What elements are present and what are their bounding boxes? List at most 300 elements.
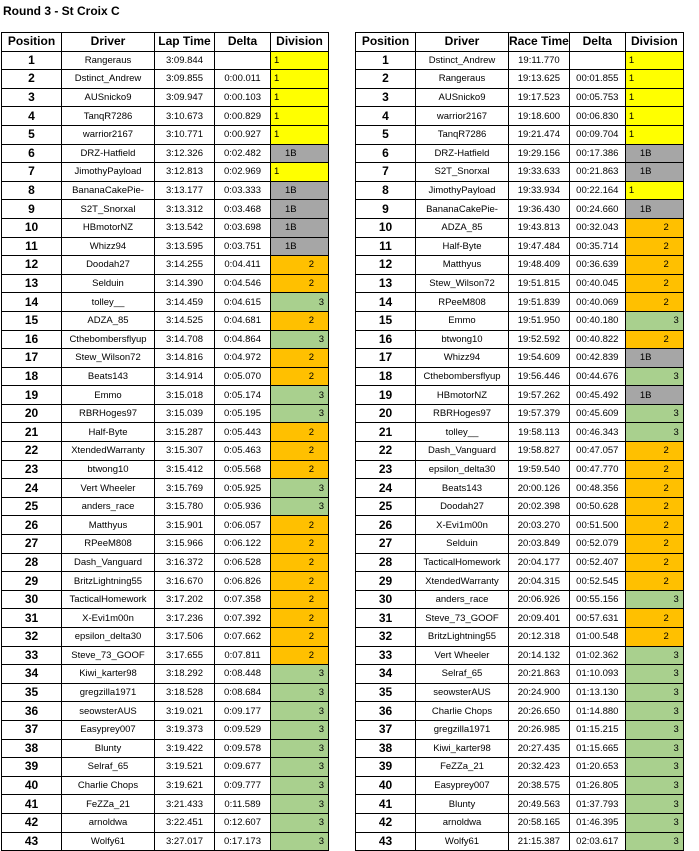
driver-cell: RBRHoges97 [62, 404, 155, 423]
driver-cell: Whizz94 [416, 349, 509, 368]
time-cell: 20:03.849 [509, 535, 570, 554]
driver-cell: Blunty [62, 739, 155, 758]
table-row [356, 70, 684, 89]
driver-cell: JimothyPayload [416, 181, 509, 200]
driver-cell: Emmo [62, 386, 155, 405]
table-row [356, 200, 684, 219]
division-cell: 2 [625, 256, 683, 275]
delta-cell: 0:04.864 [215, 330, 271, 349]
division-cell: 1B [271, 181, 329, 200]
time-cell: 3:09.855 [155, 70, 215, 89]
table-row [2, 516, 329, 535]
division-cell: 1 [625, 107, 683, 126]
position-cell: 10 [2, 218, 62, 237]
delta-cell: 0:03.698 [215, 218, 271, 237]
division-cell: 2 [625, 330, 683, 349]
time-cell: 19:57.379 [509, 404, 570, 423]
delta-cell: 0:04.411 [215, 256, 271, 275]
delta-cell: 0:12.607 [215, 813, 271, 832]
delta-cell: 00:40.045 [569, 274, 625, 293]
delta-cell: 0:05.174 [215, 386, 271, 405]
driver-cell: Matthyus [62, 516, 155, 535]
driver-cell: DRZ-Hatfield [62, 144, 155, 163]
col-header-delta: Delta [215, 33, 271, 52]
driver-cell: gregzilla1971 [62, 683, 155, 702]
driver-cell: Steve_73_GOOF [62, 646, 155, 665]
delta-cell: 0:03.751 [215, 237, 271, 256]
delta-cell: 00:46.343 [569, 423, 625, 442]
delta-cell: 02:03.617 [569, 832, 625, 851]
time-cell: 3:15.287 [155, 423, 215, 442]
table-row [2, 590, 329, 609]
division-cell: 2 [625, 237, 683, 256]
delta-cell: 0:17.173 [215, 832, 271, 851]
delta-cell: 01:15.215 [569, 720, 625, 739]
table-row [356, 795, 684, 814]
division-cell: 2 [271, 609, 329, 628]
driver-cell: Matthyus [416, 256, 509, 275]
table-row [2, 665, 329, 684]
division-cell: 3 [625, 590, 683, 609]
delta-cell: 00:47.770 [569, 460, 625, 479]
position-cell: 36 [356, 702, 416, 721]
division-cell: 3 [271, 832, 329, 851]
division-cell: 3 [625, 311, 683, 330]
position-cell: 12 [2, 256, 62, 275]
time-cell: 19:11.770 [509, 51, 570, 70]
table-row [2, 535, 329, 554]
division-cell: 3 [271, 776, 329, 795]
position-cell: 13 [356, 274, 416, 293]
time-cell: 3:19.521 [155, 758, 215, 777]
table-row [356, 609, 684, 628]
delta-cell: 01:00.548 [569, 628, 625, 647]
col-header-driver: Driver [416, 33, 509, 52]
delta-cell: 00:05.753 [569, 88, 625, 107]
driver-cell: anders_race [62, 497, 155, 516]
time-cell: 3:19.373 [155, 720, 215, 739]
delta-cell: 00:57.631 [569, 609, 625, 628]
time-cell: 20:32.423 [509, 758, 570, 777]
driver-cell: epsilon_delta30 [62, 628, 155, 647]
position-cell: 28 [2, 553, 62, 572]
position-cell: 34 [356, 665, 416, 684]
delta-cell: 0:04.681 [215, 311, 271, 330]
position-cell: 7 [356, 163, 416, 182]
division-cell: 2 [271, 516, 329, 535]
time-cell: 19:17.523 [509, 88, 570, 107]
time-cell: 3:19.021 [155, 702, 215, 721]
time-cell: 19:29.156 [509, 144, 570, 163]
table-row [356, 218, 684, 237]
time-cell: 3:14.459 [155, 293, 215, 312]
time-cell: 3:12.813 [155, 163, 215, 182]
position-cell: 20 [2, 404, 62, 423]
time-cell: 3:14.390 [155, 274, 215, 293]
position-cell: 8 [2, 181, 62, 200]
division-cell: 3 [625, 646, 683, 665]
col-header-lap-time: Lap Time [155, 33, 215, 52]
time-cell: 19:57.262 [509, 386, 570, 405]
position-cell: 9 [2, 200, 62, 219]
division-cell: 2 [625, 609, 683, 628]
delta-cell: 0:07.358 [215, 590, 271, 609]
position-cell: 15 [2, 311, 62, 330]
position-cell: 27 [356, 535, 416, 554]
position-cell: 17 [356, 349, 416, 368]
delta-cell: 0:07.662 [215, 628, 271, 647]
delta-cell: 0:06.826 [215, 572, 271, 591]
driver-cell: Vert Wheeler [416, 646, 509, 665]
driver-cell: TacticalHomework [416, 553, 509, 572]
driver-cell: BananaCakePie- [416, 200, 509, 219]
division-cell: 1B [625, 144, 683, 163]
position-cell: 39 [2, 758, 62, 777]
table-row [356, 758, 684, 777]
division-cell: 3 [625, 813, 683, 832]
position-cell: 17 [2, 349, 62, 368]
driver-cell: Dash_Vanguard [62, 553, 155, 572]
driver-cell: S2T_Snorxal [62, 200, 155, 219]
time-cell: 19:59.540 [509, 460, 570, 479]
table-row [356, 125, 684, 144]
division-cell: 3 [271, 293, 329, 312]
delta-cell [569, 51, 625, 70]
table-row [356, 460, 684, 479]
division-cell: 3 [625, 776, 683, 795]
table-row [2, 163, 329, 182]
time-cell: 3:09.844 [155, 51, 215, 70]
page-title: Round 3 - St Croix C [3, 4, 120, 18]
delta-cell: 01:46.395 [569, 813, 625, 832]
time-cell: 19:51.815 [509, 274, 570, 293]
division-cell: 2 [625, 218, 683, 237]
driver-cell: tolley__ [62, 293, 155, 312]
driver-cell: Charlie Chops [62, 776, 155, 795]
time-cell: 19:56.446 [509, 367, 570, 386]
time-cell: 3:15.307 [155, 442, 215, 461]
table-row [356, 572, 684, 591]
division-cell: 3 [271, 404, 329, 423]
division-cell: 1 [271, 107, 329, 126]
division-cell: 2 [271, 274, 329, 293]
table-row [2, 795, 329, 814]
division-cell: 2 [271, 442, 329, 461]
time-cell: 19:52.592 [509, 330, 570, 349]
driver-cell: Blunty [416, 795, 509, 814]
time-cell: 3:17.506 [155, 628, 215, 647]
driver-cell: X-Evi1m00n [62, 609, 155, 628]
division-cell: 1B [271, 218, 329, 237]
delta-cell: 01:10.093 [569, 665, 625, 684]
division-cell: 3 [271, 665, 329, 684]
division-cell: 3 [271, 795, 329, 814]
time-cell: 3:17.236 [155, 609, 215, 628]
division-cell: 1 [625, 88, 683, 107]
driver-cell: Steve_73_GOOF [416, 609, 509, 628]
delta-cell: 00:52.545 [569, 572, 625, 591]
time-cell: 20:58.165 [509, 813, 570, 832]
position-cell: 5 [356, 125, 416, 144]
time-cell: 3:17.202 [155, 590, 215, 609]
position-cell: 32 [2, 628, 62, 647]
position-cell: 22 [2, 442, 62, 461]
time-cell: 20:09.401 [509, 609, 570, 628]
position-cell: 40 [2, 776, 62, 795]
position-cell: 15 [356, 311, 416, 330]
table-row [2, 107, 329, 126]
position-cell: 39 [356, 758, 416, 777]
delta-cell: 0:08.448 [215, 665, 271, 684]
division-cell: 1B [625, 386, 683, 405]
position-cell: 13 [2, 274, 62, 293]
table-row [2, 720, 329, 739]
division-cell: 2 [625, 274, 683, 293]
driver-cell: warrior2167 [416, 107, 509, 126]
division-cell: 2 [625, 553, 683, 572]
delta-cell: 00:24.660 [569, 200, 625, 219]
driver-cell: HBmotorNZ [416, 386, 509, 405]
table-row [2, 776, 329, 795]
table-row [2, 702, 329, 721]
delta-cell: 00:40.822 [569, 330, 625, 349]
driver-cell: Charlie Chops [416, 702, 509, 721]
table-row [356, 739, 684, 758]
position-cell: 38 [356, 739, 416, 758]
table-row [2, 349, 329, 368]
position-cell: 26 [2, 516, 62, 535]
position-cell: 11 [356, 237, 416, 256]
delta-cell: 0:07.392 [215, 609, 271, 628]
driver-cell: RPeeM808 [62, 535, 155, 554]
division-cell: 2 [625, 535, 683, 554]
driver-cell: FeZZa_21 [62, 795, 155, 814]
driver-cell: Selduin [62, 274, 155, 293]
driver-cell: Wolfy61 [416, 832, 509, 851]
position-cell: 12 [356, 256, 416, 275]
division-cell: 2 [271, 460, 329, 479]
table-row [356, 535, 684, 554]
table-row [356, 720, 684, 739]
table-row [356, 646, 684, 665]
table-row [2, 609, 329, 628]
race-time-rows [356, 51, 684, 851]
time-cell: 19:58.113 [509, 423, 570, 442]
delta-cell: 0:02.969 [215, 163, 271, 182]
table-row [356, 237, 684, 256]
driver-cell: tolley__ [416, 423, 509, 442]
table-row [2, 423, 329, 442]
table-row [2, 479, 329, 498]
table-row [356, 311, 684, 330]
time-cell: 20:04.315 [509, 572, 570, 591]
time-cell: 19:48.409 [509, 256, 570, 275]
driver-cell: RPeeM808 [416, 293, 509, 312]
position-cell: 8 [356, 181, 416, 200]
time-cell: 21:15.387 [509, 832, 570, 851]
table-row [2, 200, 329, 219]
delta-cell: 00:45.609 [569, 404, 625, 423]
division-cell: 3 [625, 795, 683, 814]
position-cell: 41 [356, 795, 416, 814]
division-cell: 3 [625, 720, 683, 739]
col-header-position: Position [356, 33, 416, 52]
time-cell: 3:13.542 [155, 218, 215, 237]
table-row [2, 256, 329, 275]
time-cell: 3:14.708 [155, 330, 215, 349]
time-cell: 19:18.600 [509, 107, 570, 126]
division-cell: 1 [625, 181, 683, 200]
division-cell: 3 [271, 330, 329, 349]
division-cell: 1B [625, 163, 683, 182]
position-cell: 2 [356, 70, 416, 89]
time-cell: 20:03.270 [509, 516, 570, 535]
division-cell: 3 [625, 739, 683, 758]
driver-cell: TanqR7286 [62, 107, 155, 126]
driver-cell: btwong10 [62, 460, 155, 479]
driver-cell: Doodah27 [416, 497, 509, 516]
time-cell: 19:33.934 [509, 181, 570, 200]
position-cell: 5 [2, 125, 62, 144]
driver-cell: arnoldwa [416, 813, 509, 832]
position-cell: 24 [2, 479, 62, 498]
time-cell: 3:14.914 [155, 367, 215, 386]
division-cell: 2 [271, 628, 329, 647]
driver-cell: arnoldwa [62, 813, 155, 832]
division-cell: 3 [271, 479, 329, 498]
driver-cell: Dash_Vanguard [416, 442, 509, 461]
time-cell: 3:19.422 [155, 739, 215, 758]
position-cell: 30 [356, 590, 416, 609]
delta-cell: 0:03.333 [215, 181, 271, 200]
time-cell: 20:26.985 [509, 720, 570, 739]
driver-cell: AUSnicko9 [62, 88, 155, 107]
delta-cell: 0:05.070 [215, 367, 271, 386]
table-row [2, 628, 329, 647]
division-cell: 2 [271, 646, 329, 665]
division-cell: 3 [625, 367, 683, 386]
driver-cell: DRZ-Hatfield [416, 144, 509, 163]
driver-cell: HBmotorNZ [62, 218, 155, 237]
table-row [356, 51, 684, 70]
position-cell: 19 [356, 386, 416, 405]
division-cell: 1 [271, 70, 329, 89]
driver-cell: JimothyPayload [62, 163, 155, 182]
table-row [2, 386, 329, 405]
driver-cell: Kiwi_karter98 [62, 665, 155, 684]
delta-cell: 0:00.011 [215, 70, 271, 89]
delta-cell: 01:37.793 [569, 795, 625, 814]
table-row [356, 813, 684, 832]
time-cell: 19:51.950 [509, 311, 570, 330]
division-cell: 1 [271, 125, 329, 144]
time-cell: 19:36.430 [509, 200, 570, 219]
table-row [2, 404, 329, 423]
table-row [2, 144, 329, 163]
time-cell: 3:10.673 [155, 107, 215, 126]
driver-cell: Vert Wheeler [62, 479, 155, 498]
division-cell: 3 [625, 683, 683, 702]
time-cell: 19:13.625 [509, 70, 570, 89]
position-cell: 18 [2, 367, 62, 386]
division-cell: 3 [271, 702, 329, 721]
division-cell: 1B [625, 200, 683, 219]
position-cell: 26 [356, 516, 416, 535]
table-row [2, 683, 329, 702]
table-row [2, 330, 329, 349]
driver-cell: BritzLightning55 [62, 572, 155, 591]
position-cell: 6 [2, 144, 62, 163]
division-cell: 2 [625, 572, 683, 591]
driver-cell: Dstinct_Andrew [416, 51, 509, 70]
driver-cell: Doodah27 [62, 256, 155, 275]
time-cell: 3:16.670 [155, 572, 215, 591]
time-cell: 3:15.901 [155, 516, 215, 535]
division-cell: 3 [625, 758, 683, 777]
division-cell: 1B [271, 144, 329, 163]
time-cell: 19:58.827 [509, 442, 570, 461]
table-row [2, 367, 329, 386]
time-cell: 19:33.633 [509, 163, 570, 182]
position-cell: 9 [356, 200, 416, 219]
lap-time-table [1, 32, 329, 851]
division-cell: 2 [271, 590, 329, 609]
position-cell: 35 [2, 683, 62, 702]
table-row [356, 330, 684, 349]
table-row [356, 479, 684, 498]
delta-cell: 00:17.386 [569, 144, 625, 163]
position-cell: 3 [2, 88, 62, 107]
time-cell: 20:49.563 [509, 795, 570, 814]
division-cell: 3 [271, 720, 329, 739]
driver-cell: Beats143 [416, 479, 509, 498]
delta-cell: 0:05.925 [215, 479, 271, 498]
time-cell: 3:17.655 [155, 646, 215, 665]
division-cell: 2 [625, 516, 683, 535]
time-cell: 3:16.372 [155, 553, 215, 572]
delta-cell: 00:44.676 [569, 367, 625, 386]
time-cell: 3:10.771 [155, 125, 215, 144]
driver-cell: Wolfy61 [62, 832, 155, 851]
driver-cell: Whizz94 [62, 237, 155, 256]
division-cell: 2 [271, 572, 329, 591]
table-row [2, 237, 329, 256]
time-cell: 3:14.255 [155, 256, 215, 275]
table-row [356, 144, 684, 163]
delta-cell: 0:09.677 [215, 758, 271, 777]
delta-cell: 00:21.863 [569, 163, 625, 182]
division-cell: 3 [271, 758, 329, 777]
table-row [356, 832, 684, 851]
time-cell: 19:21.474 [509, 125, 570, 144]
col-header-division: Division [271, 33, 329, 52]
delta-cell: 0:04.615 [215, 293, 271, 312]
driver-cell: anders_race [416, 590, 509, 609]
division-cell: 1B [625, 349, 683, 368]
delta-cell: 00:40.180 [569, 311, 625, 330]
position-cell: 43 [2, 832, 62, 851]
position-cell: 2 [2, 70, 62, 89]
position-cell: 25 [356, 497, 416, 516]
driver-cell: Half-Byte [62, 423, 155, 442]
division-cell: 3 [625, 665, 683, 684]
position-cell: 41 [2, 795, 62, 814]
delta-cell: 00:40.069 [569, 293, 625, 312]
time-cell: 3:13.177 [155, 181, 215, 200]
division-cell: 3 [271, 683, 329, 702]
driver-cell: Emmo [416, 311, 509, 330]
division-cell: 3 [271, 497, 329, 516]
